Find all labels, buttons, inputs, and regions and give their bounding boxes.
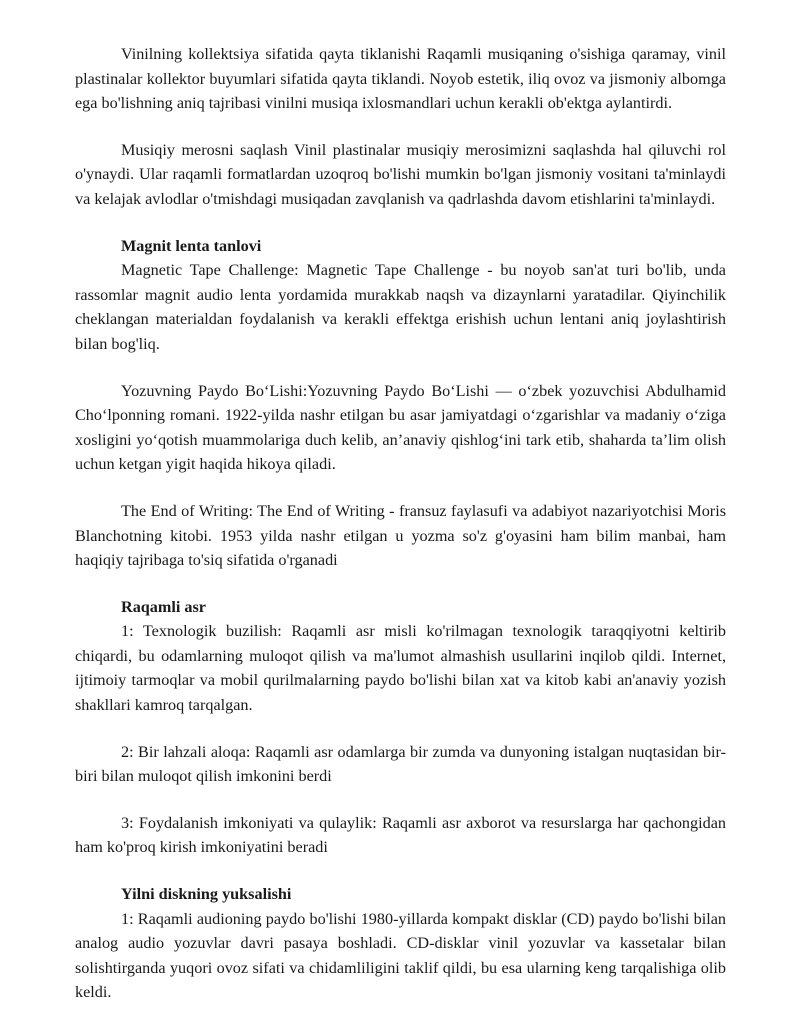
heading-digital-age: Raqamli asr [121,597,206,616]
heading-magnetic-tape: Magnit lenta tanlovi [121,236,262,255]
document-page [75,42,726,1005]
paragraph-vinyl-revival: Vinilning kollektsiya sifatida qayta tiklanishi Raqamli musiqaning o'sishiga qaramay, vinil plastinalar kollektor buyumlari sifatida qayta tiklandi. Noyob estetik, iliq ovoz va jismoniy albomga ega bo'lishning aniq tajribasi vinilni musiqa ixlosmandlari uchun kerakli ob'ektga aylantirdi. [75,45,726,113]
heading-disc-rise: Yilni diskning yuksalishi [121,885,292,904]
paragraph-digital-audio: 1: Raqamli audioning paydo bo'lishi 1980-yillarda kompakt disklar (CD) paydo bo'lishi bilan analog audio yozuvlar davri pasaya boshladi. CD-disklar vinil yozuvlar va kassetalar bilan solishtirganda yuqori ovoz sifati va chidamliligini taklif qildi, bu esa ularning keng tarqalishiga olib keldi. [75,909,726,1002]
paragraph-end-of-writing: The End of Writing: The End of Writing - fransuz faylasufi va adabiyot nazariyotchisi Moris Blanchotning kitobi. 1953 yilda nashr etilgan u yozma so'z g'oyasini ham bilim manbai, ham haqiqiy tajribaga to'siq sifatida o'rganadi [75,501,726,570]
paragraph-instant-communication: 2: Bir lahzali aloqa: Raqamli asr odamlarga bir zumda va dunyoning istalgan nuqtasidan bir-biri bilan muloqot qilish imkonini berdi [75,742,726,786]
paragraph-musical-heritage: Musiqiy merosni saqlash Vinil plastinalar musiqiy merosimizni saqlashda hal qiluvchi rol o'ynaydi. Ular raqamli formatlardan uzoqroq bo'lishi mumkin bo'lgan jismoniy vositani ta'minlaydi va kelajak avlodlar o'tmishdagi musiqadan zavqlanish va qadrlashda davom etishlarini ta'minlaydi. [75,140,726,208]
paragraph-tech-disruption: 1: Texnologik buzilish: Raqamli asr misli ko'rilmagan texnologik taraqqiyotni keltirib chiqardi, bu odamlarning muloqot qilish va ma'lumot almashish usullarini inqilob qildi. Internet, ijtimoiy tarmoqlar va mobil qurilmalarning paydo bo'lishi bilan xat va kitob kabi an'anaviy yozish shakllari kamroq tarqalgan. [75,622,726,715]
paragraph-accessibility: 3: Foydalanish imkoniyati va qulaylik: Raqamli asr axborot va resurslarga har qachongidan ham ko'proq kirish imkoniyatini beradi [75,813,726,857]
paragraph-writing-emergence: Yozuvning Paydo Bo‘Lishi:Yozuvning Paydo Bo‘Lishi — o‘zbek yozuvchisi Abdulhamid Cho‘lponning romani. 1922-yilda nashr etilgan bu asar jamiyatdagi o‘zgarishlar va madaniy o‘ziga xosligini yo‘qotish muammolariga duch kelib, an’anaviy qishlog‘ini tark etib, shaharda ta’lim olish uchun ketgan yigit haqida hikoya qiladi. [75,381,726,474]
paragraph-magnetic-tape-challenge: Magnetic Tape Challenge: Magnetic Tape Challenge - bu noyob san'at turi bo'lib, unda rassomlar magnit audio lenta yordamida murakkab naqsh va dizaynlarni yaratadilar. Qiyinchilik cheklangan materialdan foydalanish va kerakli effektga erishish uchun lentani aniq joylashtirish bilan bog'liq. [75,261,726,353]
